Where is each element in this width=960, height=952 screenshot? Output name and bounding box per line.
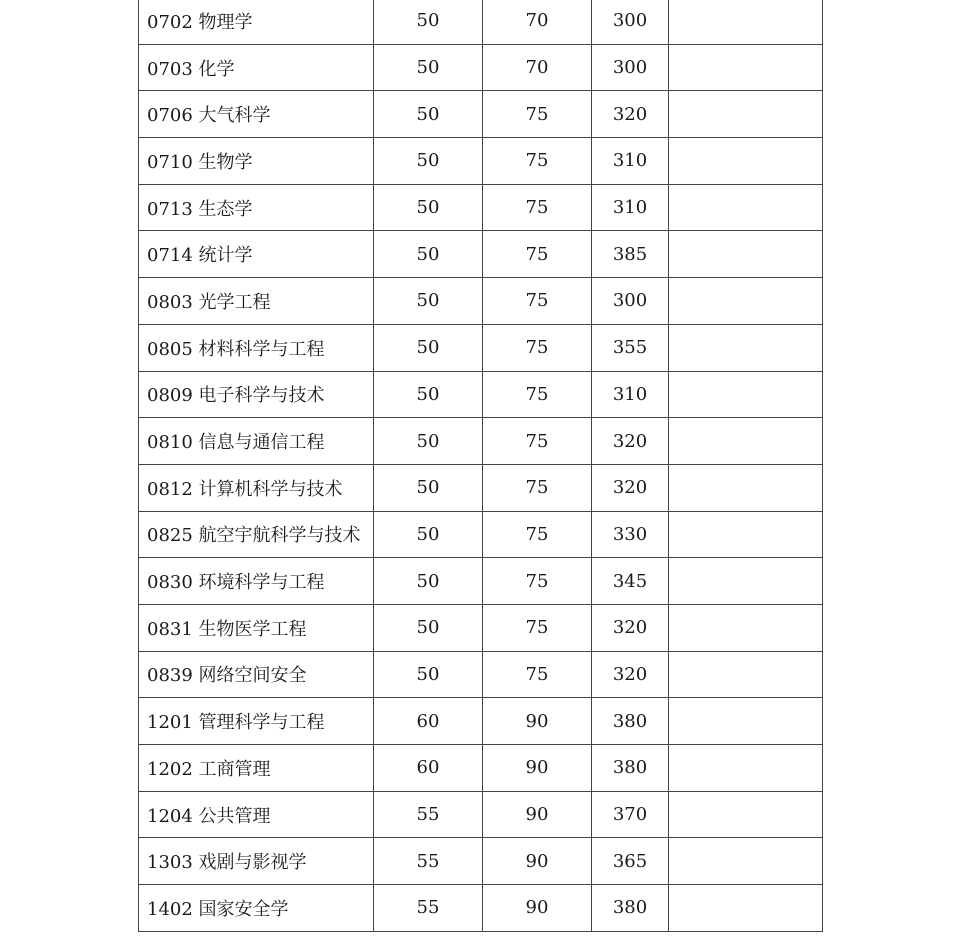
note-cell [669, 91, 823, 138]
note-cell [669, 418, 823, 465]
total-score-cell: 320 [592, 651, 669, 698]
table-row [139, 0, 823, 44]
note-cell [669, 324, 823, 371]
total-score-cell: 380 [592, 698, 669, 745]
note-cell [669, 44, 823, 91]
single-subject-100-cell: 50 [374, 558, 483, 605]
single-subject-150-cell: 90 [483, 791, 592, 838]
subject-cell: 0803 光学工程 [139, 278, 374, 325]
single-subject-150-cell: 75 [483, 511, 592, 558]
single-subject-100-cell: 55 [374, 885, 483, 932]
table-row [139, 371, 823, 418]
single-subject-100-cell: 50 [374, 278, 483, 325]
single-subject-100-cell: 50 [374, 324, 483, 371]
total-score-cell: 365 [592, 838, 669, 885]
single-subject-150-cell: 75 [483, 324, 592, 371]
total-score-cell: 300 [592, 0, 669, 44]
subject-cell: 0713 生态学 [139, 184, 374, 231]
note-cell [669, 511, 823, 558]
single-subject-100-cell: 50 [374, 184, 483, 231]
score-table [138, 0, 823, 932]
note-cell [669, 791, 823, 838]
total-score-cell: 310 [592, 138, 669, 185]
total-score-cell: 310 [592, 371, 669, 418]
single-subject-150-cell: 75 [483, 418, 592, 465]
table-row [139, 138, 823, 185]
single-subject-100-cell: 50 [374, 464, 483, 511]
subject-cell: 0831 生物医学工程 [139, 604, 374, 651]
single-subject-150-cell: 75 [483, 184, 592, 231]
subject-cell: 1402 国家安全学 [139, 885, 374, 932]
subject-cell: 0812 计算机科学与技术 [139, 464, 374, 511]
total-score-cell: 320 [592, 418, 669, 465]
single-subject-150-cell: 70 [483, 0, 592, 44]
table-row [139, 885, 823, 932]
subject-cell: 1303 戏剧与影视学 [139, 838, 374, 885]
table-body [139, 0, 823, 931]
subject-cell: 0810 信息与通信工程 [139, 418, 374, 465]
subject-cell: 0702 物理学 [139, 0, 374, 44]
single-subject-150-cell: 90 [483, 745, 592, 792]
table-row [139, 558, 823, 605]
total-score-cell: 310 [592, 184, 669, 231]
total-score-cell: 300 [592, 278, 669, 325]
table-row [139, 418, 823, 465]
table-row [139, 604, 823, 651]
total-score-cell: 320 [592, 464, 669, 511]
note-cell [669, 838, 823, 885]
table-row [139, 651, 823, 698]
single-subject-100-cell: 50 [374, 138, 483, 185]
subject-cell: 1204 公共管理 [139, 791, 374, 838]
single-subject-100-cell: 55 [374, 838, 483, 885]
single-subject-150-cell: 75 [483, 231, 592, 278]
table-row [139, 324, 823, 371]
subject-cell: 0809 电子科学与技术 [139, 371, 374, 418]
table-row [139, 464, 823, 511]
single-subject-150-cell: 75 [483, 91, 592, 138]
note-cell [669, 464, 823, 511]
table-row [139, 511, 823, 558]
single-subject-100-cell: 50 [374, 418, 483, 465]
total-score-cell: 380 [592, 885, 669, 932]
note-cell [669, 604, 823, 651]
single-subject-100-cell: 50 [374, 371, 483, 418]
total-score-cell: 380 [592, 745, 669, 792]
single-subject-150-cell: 70 [483, 44, 592, 91]
single-subject-100-cell: 50 [374, 231, 483, 278]
total-score-cell: 385 [592, 231, 669, 278]
total-score-cell: 370 [592, 791, 669, 838]
note-cell [669, 371, 823, 418]
table-row [139, 91, 823, 138]
note-cell [669, 885, 823, 932]
subject-cell: 0714 统计学 [139, 231, 374, 278]
table-row [139, 745, 823, 792]
single-subject-100-cell: 55 [374, 791, 483, 838]
single-subject-100-cell: 50 [374, 44, 483, 91]
total-score-cell: 330 [592, 511, 669, 558]
single-subject-150-cell: 75 [483, 464, 592, 511]
note-cell [669, 231, 823, 278]
subject-cell: 0710 生物学 [139, 138, 374, 185]
subject-cell: 1202 工商管理 [139, 745, 374, 792]
note-cell [669, 651, 823, 698]
note-cell [669, 138, 823, 185]
total-score-cell: 320 [592, 604, 669, 651]
single-subject-150-cell: 90 [483, 838, 592, 885]
single-subject-150-cell: 75 [483, 371, 592, 418]
note-cell [669, 745, 823, 792]
note-cell [669, 278, 823, 325]
single-subject-100-cell: 50 [374, 0, 483, 44]
single-subject-150-cell: 90 [483, 698, 592, 745]
table-row [139, 184, 823, 231]
single-subject-150-cell: 75 [483, 278, 592, 325]
total-score-cell: 300 [592, 44, 669, 91]
single-subject-100-cell: 60 [374, 745, 483, 792]
subject-cell: 0805 材料科学与工程 [139, 324, 374, 371]
table-row [139, 791, 823, 838]
single-subject-150-cell: 75 [483, 651, 592, 698]
single-subject-150-cell: 75 [483, 558, 592, 605]
note-cell [669, 698, 823, 745]
subject-cell: 0706 大气科学 [139, 91, 374, 138]
note-cell [669, 0, 823, 44]
table-row [139, 838, 823, 885]
table-row [139, 231, 823, 278]
subject-cell: 0703 化学 [139, 44, 374, 91]
single-subject-100-cell: 50 [374, 91, 483, 138]
single-subject-150-cell: 90 [483, 885, 592, 932]
single-subject-100-cell: 60 [374, 698, 483, 745]
subject-cell: 0839 网络空间安全 [139, 651, 374, 698]
subject-cell: 1201 管理科学与工程 [139, 698, 374, 745]
note-cell [669, 184, 823, 231]
single-subject-100-cell: 50 [374, 651, 483, 698]
subject-cell: 0830 环境科学与工程 [139, 558, 374, 605]
total-score-cell: 345 [592, 558, 669, 605]
single-subject-100-cell: 50 [374, 511, 483, 558]
table-row [139, 278, 823, 325]
table-row [139, 698, 823, 745]
note-cell [669, 558, 823, 605]
single-subject-150-cell: 75 [483, 138, 592, 185]
total-score-cell: 355 [592, 324, 669, 371]
subject-cell: 0825 航空宇航科学与技术 [139, 511, 374, 558]
single-subject-150-cell: 75 [483, 604, 592, 651]
total-score-cell: 320 [592, 91, 669, 138]
table-row [139, 44, 823, 91]
single-subject-100-cell: 50 [374, 604, 483, 651]
